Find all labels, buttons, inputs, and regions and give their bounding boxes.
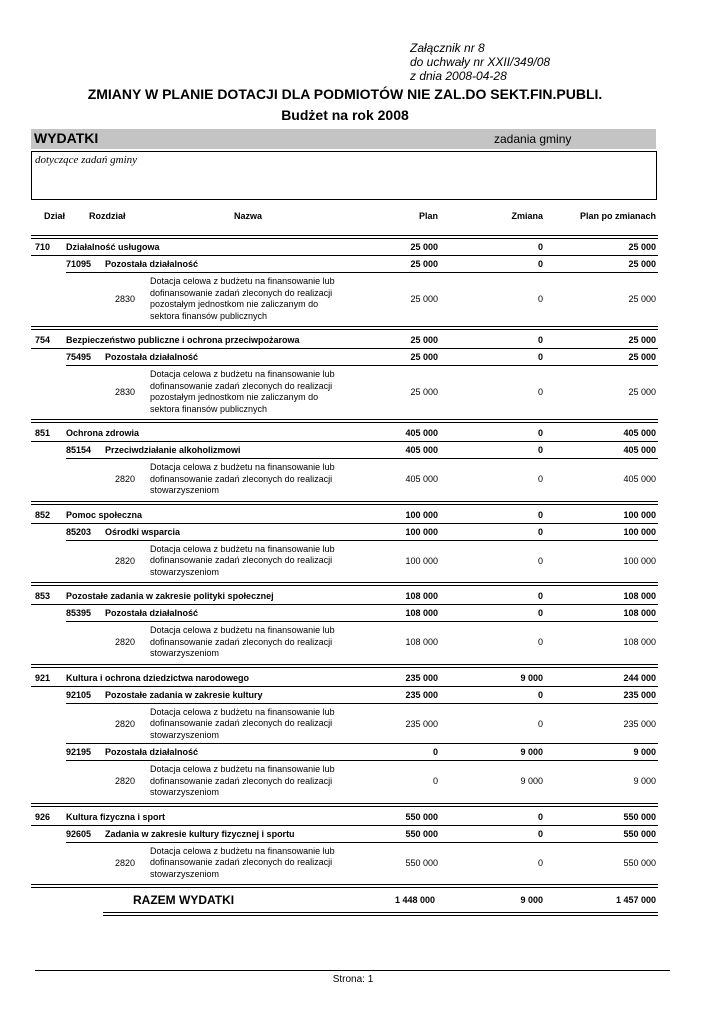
item-description-line: sektora finansów publicznych [150,310,268,321]
page-subtitle: Budżet na rok 2008 [281,107,409,123]
item-plan-po: 108 000 [623,637,656,647]
section-label: WYDATKI [34,130,99,146]
section-plan: 550 000 [405,811,438,822]
section-code: 921 [35,672,51,683]
column-header-nazwa: Nazwa [234,211,263,221]
item-description-line: Dotacja celowa z budżetu na finansowanie lub [150,706,335,717]
item-description-line: Dotacja celowa z budżetu na finansowanie lub [150,625,335,635]
section-plan-po: 244 000 [623,672,656,683]
item-zmiana: 0 [537,555,543,566]
footer-rule [35,970,670,971]
chapter-rule [66,703,658,704]
item-zmiana: 0 [537,637,543,647]
chapter-rule [66,540,658,541]
item-description-line: stowarzyszeniom [150,729,220,740]
total-plan-po: 1 457 000 [615,895,656,905]
item-description-line: pozostałym jednostkom nie zaliczanym do [150,299,319,309]
chapter-plan-po: 25 000 [628,259,656,269]
section-plan: 235 000 [405,672,438,683]
section-name: Kultura fizyczna i sport [66,811,166,822]
section-name: Bezpieczeństwo publiczne i ochrona przeciwpożarowa [66,335,300,345]
section-end-rule [31,326,658,330]
section-plan: 100 000 [405,509,438,520]
section-end-rule [31,803,658,807]
section-code: 852 [35,509,51,520]
item-description-line: stowarzyszeniom [150,787,220,797]
chapter-plan-po: 550 000 [623,828,656,839]
chapter-plan-po: 235 000 [623,689,656,700]
item-description-line: Dotacja celowa z budżetu na finansowanie lub [150,543,335,554]
chapter-zmiana: 0 [537,526,543,537]
column-header-rozdzial: Rozdział [89,211,126,221]
chapter-zmiana: 0 [537,689,543,700]
item-description-line: stowarzyszeniom [150,566,220,577]
section-code: 851 [35,428,51,438]
chapter-code: 75495 [66,352,92,362]
section-zmiana: 0 [537,335,543,345]
item-description-line: Dotacja celowa z budżetu na finansowanie lub [150,462,335,472]
item-description-line: dofinansowanie zadań zleconych do realizacji [150,380,333,391]
item-zmiana: 0 [537,294,543,304]
chapter-code: 92605 [66,828,92,839]
section-zmiana: 0 [537,591,543,601]
total-top-rule [103,884,658,888]
section-plan-po: 405 000 [623,428,656,438]
chapter-code: 85154 [66,445,92,455]
item-description-line: Dotacja celowa z budżetu na finansowanie lub [150,764,335,774]
page-footer: Strona: 1 [332,974,374,985]
attachment-line: Załącznik nr 8 [410,41,485,55]
item-code: 2820 [114,637,136,647]
section-plan-po: 550 000 [623,811,656,822]
item-code: 2820 [114,474,136,484]
section-name: Pomoc społeczna [66,509,143,520]
chapter-plan: 108 000 [405,608,438,618]
chapter-rule [66,842,658,843]
section-plan: 405 000 [405,428,438,438]
item-zmiana: 0 [537,387,543,397]
section-zmiana: 0 [537,242,543,252]
item-plan: 550 000 [405,857,438,868]
total-bottom-rule [103,912,658,916]
item-description-line: dofinansowanie zadań zleconych do realizacji [150,555,333,565]
chapter-code: 92195 [66,747,92,757]
chapter-rule [66,458,658,459]
column-header-plan: Plan [418,211,438,221]
attachment-line: do uchwały nr XXII/349/08 [410,55,551,69]
chapter-plan: 550 000 [405,828,438,839]
chapter-code: 71095 [66,259,92,269]
attachment-line: z dnia 2008-04-28 [410,69,507,83]
item-plan-po: 235 000 [623,718,656,729]
column-header-zmiana: Zmiana [511,211,543,221]
chapter-zmiana: 0 [537,608,543,618]
section-zmiana: 0 [537,428,543,438]
item-code: 2820 [114,718,136,729]
item-code: 2820 [114,857,136,868]
item-plan: 25 000 [410,387,438,397]
total-plan: 1 448 000 [394,895,435,905]
section-plan: 25 000 [410,242,438,252]
item-plan-po: 405 000 [623,474,656,484]
chapter-name: Pozostała działalność [105,608,199,618]
item-description-line: stowarzyszeniom [150,485,220,495]
section-name: Pozostałe zadania w zakresie polityki społecznej [66,591,274,601]
section-name: Ochrona zdrowia [66,428,140,438]
chapter-rule [66,621,658,622]
item-plan: 0 [432,776,438,786]
item-plan: 405 000 [405,474,438,484]
chapter-name: Zadania w zakresie kultury fizycznej i sportu [105,828,295,839]
section-plan-po: 100 000 [623,509,656,520]
section-name: Działalność usługowa [66,242,160,252]
chapter-zmiana: 0 [537,445,543,455]
chapter-plan: 25 000 [410,259,438,269]
section-zmiana: 0 [537,811,543,822]
item-plan-po: 100 000 [623,555,656,566]
chapter-zmiana: 0 [537,828,543,839]
chapter-zmiana: 9 000 [520,747,543,757]
chapter-plan: 405 000 [405,445,438,455]
chapter-plan-po: 108 000 [623,608,656,618]
section-plan-po: 25 000 [628,242,656,252]
chapter-name: Ośrodki wsparcia [105,526,181,537]
item-code: 2830 [114,294,136,304]
section-code: 754 [35,335,51,345]
chapter-name: Pozostała działalność [105,352,199,362]
item-plan: 108 000 [405,637,438,647]
chapter-rule [66,272,658,273]
item-code: 2820 [114,776,136,786]
section-plan-po: 108 000 [623,591,656,601]
item-zmiana: 9 000 [520,776,543,786]
item-description-line: dofinansowanie zadań zleconych do realizacji [150,775,333,786]
item-plan-po: 25 000 [628,387,656,397]
chapter-name: Pozostała działalność [105,747,199,757]
section-code: 926 [35,811,51,822]
column-header-dzial: Dział [44,211,66,221]
chapter-plan: 0 [432,747,438,757]
chapter-name: Przeciwdziałanie alkoholizmowi [105,445,241,455]
item-zmiana: 0 [537,474,543,484]
section-plan-po: 25 000 [628,335,656,345]
page-title: ZMIANY W PLANIE DOTACJI DLA PODMIOTÓW NIE ZAL.DO SEKT.FIN.PUBLI. [87,86,603,102]
section-name: Kultura i ochrona dziedzictwa narodowego [66,672,250,683]
section-code: 710 [35,242,51,252]
item-description-line: dofinansowanie zadań zleconych do realizacji [150,718,333,728]
section-scope: zadania gminy [494,132,572,146]
item-plan: 25 000 [410,294,438,304]
section-end-rule [31,664,658,668]
item-description-line: stowarzyszeniom [150,648,220,658]
section-end-rule [31,582,658,586]
chapter-rule [66,365,658,366]
item-description-line: Dotacja celowa z budżetu na finansowanie lub [150,845,335,856]
item-code: 2830 [114,387,136,397]
section-end-rule [31,501,658,505]
chapter-zmiana: 0 [537,352,543,362]
item-description-line: dofinansowanie zadań zleconych do realizacji [150,287,333,298]
chapter-code: 85203 [66,526,92,537]
item-description-line: dofinansowanie zadań zleconych do realizacji [150,857,333,867]
item-plan-po: 550 000 [623,857,656,868]
item-plan: 100 000 [405,555,438,566]
item-description-line: Dotacja celowa z budżetu na finansowanie lub [150,276,335,286]
item-description-line: stowarzyszeniom [150,868,220,879]
item-plan: 235 000 [405,718,438,729]
column-header-plan-po: Plan po zmianach [579,211,656,221]
chapter-code: 85395 [66,608,92,618]
chapter-code: 92105 [66,689,92,700]
description-text: dotyczące zadań gminy [35,154,138,166]
section-plan: 25 000 [410,335,438,345]
item-plan-po: 25 000 [628,294,656,304]
chapter-plan: 25 000 [410,352,438,362]
section-zmiana: 0 [537,509,543,520]
chapter-plan: 235 000 [405,689,438,700]
item-zmiana: 0 [537,857,543,868]
section-zmiana: 9 000 [520,672,543,683]
item-description-line: pozostałym jednostkom nie zaliczanym do [150,392,319,402]
chapter-name: Pozostałe zadania w zakresie kultury [105,689,263,700]
chapter-plan-po: 25 000 [628,352,656,362]
item-description-line: Dotacja celowa z budżetu na finansowanie lub [150,369,335,379]
section-end-rule [31,419,658,423]
chapter-plan: 100 000 [405,526,438,537]
item-zmiana: 0 [537,718,543,729]
chapter-plan-po: 405 000 [623,445,656,455]
item-plan-po: 9 000 [633,776,656,786]
chapter-plan-po: 9 000 [633,747,656,757]
chapter-name: Pozostała działalność [105,259,199,269]
item-description-line: sektora finansów publicznych [150,403,268,414]
chapter-zmiana: 0 [537,259,543,269]
section-plan: 108 000 [405,591,438,601]
total-label: RAZEM WYDATKI [133,893,235,907]
chapter-rule [66,760,658,761]
item-code: 2820 [114,555,136,566]
chapter-plan-po: 100 000 [623,526,656,537]
section-code: 853 [35,591,51,601]
total-zmiana: 9 000 [520,895,543,905]
item-description-line: dofinansowanie zadań zleconych do realizacji [150,636,333,647]
item-description-line: dofinansowanie zadań zleconych do realizacji [150,473,333,484]
